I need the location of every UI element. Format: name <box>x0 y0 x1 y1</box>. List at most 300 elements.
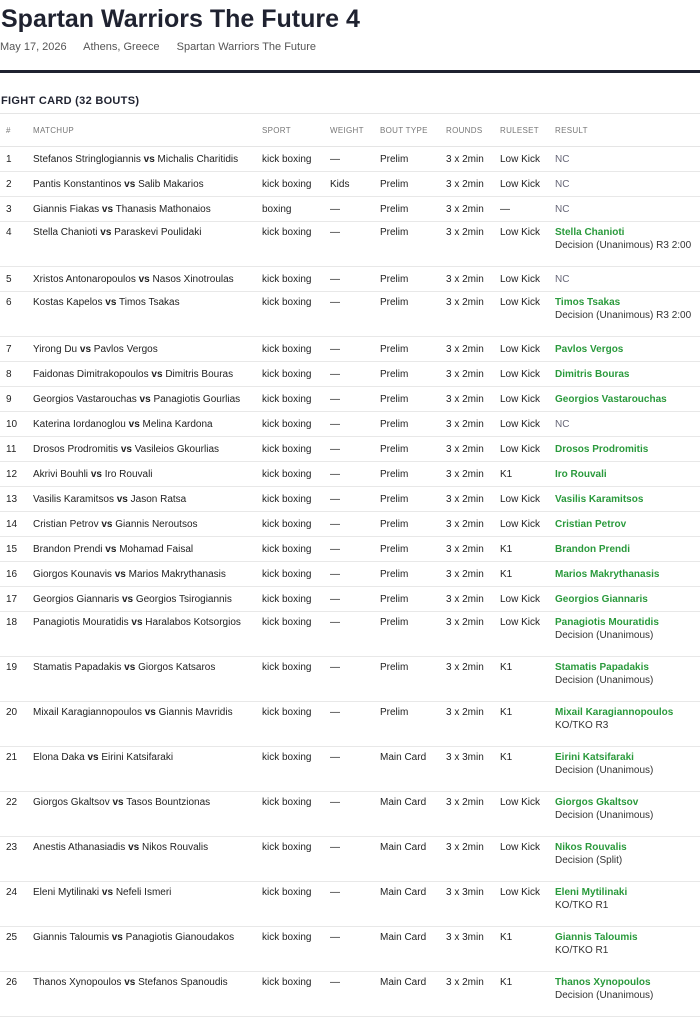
sport-cell: kick boxing <box>262 702 330 747</box>
rounds-cell: 3 x 2min <box>446 657 500 702</box>
vs-label: vs <box>111 932 123 943</box>
result-winner[interactable]: Eirini Katsifaraki <box>555 752 634 763</box>
ruleset-cell: Low Kick <box>500 487 555 512</box>
fighter-a[interactable]: Vasilis Karamitsos <box>33 493 114 505</box>
result-winner[interactable]: Timos Tsakas <box>555 297 621 308</box>
matchup-cell <box>33 537 262 562</box>
matchup-cell <box>33 587 262 612</box>
result-cell <box>555 197 700 222</box>
table-row <box>0 267 700 292</box>
sport-cell: kick boxing <box>262 747 330 792</box>
fighter-b[interactable]: Nefeli Ismeri <box>115 887 172 898</box>
result-winner[interactable]: Stella Chanioti <box>555 227 625 238</box>
fighter-a[interactable]: Giorgos Gkaltsov <box>33 797 110 808</box>
fighter-b[interactable]: Georgios Tsirogiannis <box>135 593 232 605</box>
rounds-cell: 3 x 2min <box>446 702 500 747</box>
bout-type-cell: Prelim <box>380 147 446 172</box>
fighter-b[interactable]: Panagiotis Gourlias <box>153 393 241 405</box>
col-header-sport[interactable]: SPORT <box>262 114 330 147</box>
result-status: NC <box>555 418 570 430</box>
vs-label: vs <box>124 977 136 988</box>
bout-number: 10 <box>0 412 33 437</box>
result-cell <box>555 562 700 587</box>
bout-number: 4 <box>0 222 33 267</box>
fighter-b[interactable]: Michalis Charitidis <box>157 153 239 165</box>
vs-label: vs <box>144 707 156 718</box>
ruleset-cell: Low Kick <box>500 292 555 337</box>
result-cell <box>555 337 700 362</box>
fighter-a[interactable]: Giannis Taloumis <box>33 932 109 943</box>
fight-card-table <box>0 113 700 1017</box>
matchup-cell <box>33 512 262 537</box>
sport-cell: kick boxing <box>262 387 330 412</box>
bout-type-cell: Main Card <box>380 747 446 792</box>
result-winner[interactable]: Brandon Prendi <box>555 543 631 555</box>
matchup-cell <box>33 657 262 702</box>
bout-number: 15 <box>0 537 33 562</box>
bout-type-cell: Prelim <box>380 197 446 222</box>
ruleset-cell: Low Kick <box>500 837 555 882</box>
weight-cell: — <box>330 222 380 267</box>
table-row <box>0 197 700 222</box>
weight-cell: — <box>330 562 380 587</box>
result-cell <box>555 147 700 172</box>
table-row <box>0 837 700 882</box>
sport-cell: kick boxing <box>262 927 330 972</box>
result-method: Decision (Unanimous) <box>555 675 654 686</box>
fighter-b[interactable]: Pavlos Vergos <box>93 343 158 355</box>
result-cell <box>555 172 700 197</box>
sport-cell: kick boxing <box>262 267 330 292</box>
fighter-b[interactable]: Jason Ratsa <box>130 493 187 505</box>
vs-label: vs <box>112 797 124 808</box>
event-title: Spartan Warriors The Future 4 <box>1 5 360 33</box>
weight-cell: — <box>330 337 380 362</box>
bout-type-cell: Prelim <box>380 437 446 462</box>
result-cell <box>555 702 700 747</box>
fighter-a[interactable]: Cristian Petrov <box>33 518 99 530</box>
event-meta <box>0 41 700 55</box>
vs-label: vs <box>131 617 143 628</box>
bout-number: 2 <box>0 172 33 197</box>
bout-number: 14 <box>0 512 33 537</box>
fighter-b[interactable]: Dimitris Bouras <box>165 368 234 380</box>
result-cell <box>555 747 700 792</box>
table-row <box>0 702 700 747</box>
table-row <box>0 437 700 462</box>
result-cell <box>555 512 700 537</box>
bout-number: 18 <box>0 612 33 657</box>
fighter-a[interactable]: Giannis Fiakas <box>33 203 100 215</box>
result-cell <box>555 882 700 927</box>
result-cell <box>555 657 700 702</box>
vs-label: vs <box>138 273 150 285</box>
bout-number: 13 <box>0 487 33 512</box>
result-cell <box>555 587 700 612</box>
bout-type-cell: Prelim <box>380 657 446 702</box>
bout-type-cell: Prelim <box>380 172 446 197</box>
matchup-cell <box>33 927 262 972</box>
bout-number: 24 <box>0 882 33 927</box>
matchup-cell <box>33 702 262 747</box>
ruleset-cell: Low Kick <box>500 512 555 537</box>
bout-type-cell: Prelim <box>380 587 446 612</box>
fighter-b[interactable]: Eirini Katsifaraki <box>101 752 174 763</box>
bout-number: 12 <box>0 462 33 487</box>
table-row <box>0 927 700 972</box>
fighter-b[interactable]: Stefanos Spanoudis <box>138 977 228 988</box>
sport-cell: kick boxing <box>262 972 330 1017</box>
col-header-weight[interactable]: WEIGHT <box>330 114 380 147</box>
fighter-a[interactable]: Eleni Mytilinaki <box>33 887 100 898</box>
rounds-cell: 3 x 2min <box>446 792 500 837</box>
bout-number: 20 <box>0 702 33 747</box>
fighter-b[interactable]: Nasos Xinotroulas <box>152 273 234 285</box>
fighter-b[interactable]: Iro Rouvali <box>104 468 153 480</box>
fighter-b[interactable]: Salib Makarios <box>138 178 204 190</box>
sport-cell: kick boxing <box>262 612 330 657</box>
fighter-a[interactable]: Katerina Iordanoglou <box>33 418 126 430</box>
bout-type-cell: Prelim <box>380 612 446 657</box>
matchup-cell <box>33 612 262 657</box>
weight-cell: — <box>330 972 380 1017</box>
fighter-a[interactable]: Akrivi Bouhli <box>33 468 89 480</box>
rounds-cell: 3 x 2min <box>446 837 500 882</box>
fighter-a[interactable]: Xristos Antonaropoulos <box>33 273 136 285</box>
table-row <box>0 537 700 562</box>
ruleset-cell: Low Kick <box>500 147 555 172</box>
ruleset-cell: — <box>500 197 555 222</box>
result-winner[interactable]: Cristian Petrov <box>555 518 627 530</box>
matchup-cell <box>33 337 262 362</box>
table-row <box>0 337 700 362</box>
result-winner[interactable]: Georgios Vastarouchas <box>555 393 667 405</box>
vs-label: vs <box>79 343 92 355</box>
result-winner[interactable]: Pavlos Vergos <box>555 343 624 355</box>
result-method: KO/TKO R1 <box>555 945 609 956</box>
result-status: NC <box>555 203 570 215</box>
bout-number: 17 <box>0 587 33 612</box>
rounds-cell: 3 x 2min <box>446 612 500 657</box>
bout-number: 25 <box>0 927 33 972</box>
result-method: KO/TKO R1 <box>555 900 609 911</box>
vs-label: vs <box>151 368 163 380</box>
table-row <box>0 512 700 537</box>
ruleset-cell: Low Kick <box>500 222 555 267</box>
result-winner[interactable]: Iro Rouvali <box>555 468 607 480</box>
vs-label: vs <box>128 842 140 853</box>
rounds-cell: 3 x 2min <box>446 487 500 512</box>
fighter-b[interactable]: Haralabos Kotsorgios <box>145 617 241 628</box>
fighter-a[interactable]: Yirong Du <box>33 343 78 355</box>
bout-type-cell: Prelim <box>380 337 446 362</box>
table-row <box>0 882 700 927</box>
fighter-a[interactable]: Stefanos Stringlogiannis <box>33 153 141 165</box>
fighter-a[interactable]: Stella Chanioti <box>33 227 98 238</box>
col-header-result[interactable]: RESULT <box>555 114 700 147</box>
fighter-b[interactable]: Marios Makrythanasis <box>128 568 226 580</box>
result-winner[interactable]: Nikos Rouvalis <box>555 842 627 853</box>
result-winner[interactable]: Drosos Prodromitis <box>555 443 649 455</box>
table-row <box>0 612 700 657</box>
result-method: Decision (Split) <box>555 855 623 866</box>
weight-cell: — <box>330 437 380 462</box>
weight-cell: — <box>330 462 380 487</box>
weight-cell: — <box>330 147 380 172</box>
table-row <box>0 222 700 267</box>
bout-type-cell: Prelim <box>380 537 446 562</box>
fighter-b[interactable]: Giannis Mavridis <box>158 707 233 718</box>
matchup-cell <box>33 462 262 487</box>
matchup-cell <box>33 792 262 837</box>
table-row <box>0 972 700 1017</box>
rounds-cell: 3 x 2min <box>446 587 500 612</box>
bout-number: 6 <box>0 292 33 337</box>
result-status: NC <box>555 153 570 165</box>
weight-cell: — <box>330 267 380 292</box>
bout-type-cell: Main Card <box>380 837 446 882</box>
ruleset-cell: Low Kick <box>500 172 555 197</box>
table-row <box>0 747 700 792</box>
col-header-number[interactable]: # <box>0 114 33 147</box>
bout-number: 22 <box>0 792 33 837</box>
vs-label: vs <box>124 178 136 190</box>
table-row <box>0 462 700 487</box>
fighter-b[interactable]: Thanasis Mathonaios <box>115 203 211 215</box>
result-method: KO/TKO R3 <box>555 720 609 731</box>
table-row <box>0 587 700 612</box>
ruleset-cell: K1 <box>500 657 555 702</box>
matchup-cell <box>33 267 262 292</box>
table-row <box>0 172 700 197</box>
result-winner[interactable]: Marios Makrythanasis <box>555 568 660 580</box>
fighter-a[interactable]: Giorgos Kounavis <box>33 568 112 580</box>
sport-cell: kick boxing <box>262 882 330 927</box>
fighter-b[interactable]: Tasos Bountzionas <box>126 797 211 808</box>
vs-label: vs <box>114 568 126 580</box>
fighter-b[interactable]: Vasileios Gkourlias <box>134 443 220 455</box>
bout-number: 3 <box>0 197 33 222</box>
result-winner[interactable]: Eleni Mytilinaki <box>555 887 628 898</box>
weight-cell: — <box>330 882 380 927</box>
bout-number: 23 <box>0 837 33 882</box>
weight-cell: — <box>330 412 380 437</box>
sport-cell: kick boxing <box>262 487 330 512</box>
rounds-cell: 3 x 2min <box>446 147 500 172</box>
bout-type-cell: Main Card <box>380 972 446 1017</box>
sport-cell: kick boxing <box>262 512 330 537</box>
fighter-a[interactable]: Brandon Prendi <box>33 543 103 555</box>
fighter-a[interactable]: Panagiotis Mouratidis <box>33 617 129 628</box>
fighter-b[interactable]: Timos Tsakas <box>119 297 180 308</box>
sport-cell: kick boxing <box>262 437 330 462</box>
bout-type-cell: Prelim <box>380 267 446 292</box>
ruleset-cell: K1 <box>500 562 555 587</box>
fighter-a[interactable]: Kostas Kapelos <box>33 297 103 308</box>
rounds-cell: 3 x 2min <box>446 462 500 487</box>
event-header <box>0 0 700 55</box>
fighter-b[interactable]: Panagiotis Gianoudakos <box>125 932 235 943</box>
result-cell <box>555 222 700 267</box>
rounds-cell: 3 x 2min <box>446 197 500 222</box>
col-header-bout-type[interactable]: BOUT TYPE <box>380 114 446 147</box>
result-cell <box>555 927 700 972</box>
fighter-b[interactable]: Paraskevi Poulidaki <box>114 227 202 238</box>
table-header-row <box>0 114 700 147</box>
table-row <box>0 362 700 387</box>
vs-label: vs <box>128 418 140 430</box>
weight-cell: — <box>330 587 380 612</box>
result-winner[interactable]: Giorgos Gkaltsov <box>555 797 639 808</box>
result-cell <box>555 537 700 562</box>
bout-type-cell: Prelim <box>380 412 446 437</box>
fighter-a[interactable]: Mixail Karagiannopoulos <box>33 707 142 718</box>
matchup-cell <box>33 562 262 587</box>
col-header-rounds[interactable]: ROUNDS <box>446 114 500 147</box>
rounds-cell: 3 x 2min <box>446 362 500 387</box>
result-method: Decision (Unanimous) R3 2:00 <box>555 310 692 321</box>
bout-number: 21 <box>0 747 33 792</box>
bout-type-cell: Prelim <box>380 512 446 537</box>
fighter-b[interactable]: Mohamad Faisal <box>119 543 194 555</box>
rounds-cell: 3 x 3min <box>446 747 500 792</box>
sport-cell: kick boxing <box>262 172 330 197</box>
fighter-a[interactable]: Pantis Konstantinos <box>33 178 122 190</box>
fighter-a[interactable]: Georgios Giannaris <box>33 593 120 605</box>
fighter-b[interactable]: Melina Kardona <box>142 418 213 430</box>
rounds-cell: 3 x 2min <box>446 437 500 462</box>
result-winner[interactable]: Giannis Taloumis <box>555 932 638 943</box>
weight-cell: — <box>330 657 380 702</box>
result-cell <box>555 837 700 882</box>
fighter-a[interactable]: Drosos Prodromitis <box>33 443 119 455</box>
ruleset-cell: K1 <box>500 537 555 562</box>
matchup-cell <box>33 387 262 412</box>
matchup-cell <box>33 747 262 792</box>
vs-label: vs <box>101 203 114 215</box>
result-winner[interactable]: Panagiotis Mouratidis <box>555 617 659 628</box>
result-winner[interactable]: Vasilis Karamitsos <box>555 493 644 505</box>
ruleset-cell: Low Kick <box>500 612 555 657</box>
matchup-cell <box>33 147 262 172</box>
vs-label: vs <box>101 518 113 530</box>
ruleset-cell: Low Kick <box>500 882 555 927</box>
vs-label: vs <box>101 887 114 898</box>
result-cell <box>555 972 700 1017</box>
fighter-a[interactable]: Elona Daka <box>33 752 85 763</box>
rounds-cell: 3 x 2min <box>446 562 500 587</box>
rounds-cell: 3 x 2min <box>446 337 500 362</box>
bout-type-cell: Prelim <box>380 292 446 337</box>
fighter-b[interactable]: Nikos Rouvalis <box>141 842 209 853</box>
vs-label: vs <box>105 543 117 555</box>
sport-cell: kick boxing <box>262 792 330 837</box>
ruleset-cell: Low Kick <box>500 437 555 462</box>
vs-label: vs <box>116 493 128 505</box>
result-winner[interactable]: Mixail Karagiannopoulos <box>555 707 674 718</box>
bout-number: 9 <box>0 387 33 412</box>
result-cell <box>555 292 700 337</box>
result-winner[interactable]: Dimitris Bouras <box>555 368 630 380</box>
result-cell <box>555 437 700 462</box>
bout-type-cell: Main Card <box>380 882 446 927</box>
rounds-cell: 3 x 2min <box>446 537 500 562</box>
matchup-cell <box>33 412 262 437</box>
matchup-cell <box>33 487 262 512</box>
rounds-cell: 3 x 2min <box>446 267 500 292</box>
ruleset-cell: K1 <box>500 747 555 792</box>
table-row <box>0 657 700 702</box>
bout-number: 8 <box>0 362 33 387</box>
rounds-cell: 3 x 2min <box>446 412 500 437</box>
fighter-a[interactable]: Stamatis Papadakis <box>33 662 122 673</box>
weight-cell: — <box>330 612 380 657</box>
fighter-a[interactable]: Georgios Vastarouchas <box>33 393 137 405</box>
fighter-a[interactable]: Faidonas Dimitrakopoulos <box>33 368 149 380</box>
col-header-ruleset[interactable]: RULESET <box>500 114 555 147</box>
result-cell <box>555 387 700 412</box>
event-promotion-link[interactable]: Spartan Warriors The Future <box>176 41 316 53</box>
result-cell <box>555 462 700 487</box>
table-row <box>0 487 700 512</box>
sport-cell: kick boxing <box>262 562 330 587</box>
bout-number: 16 <box>0 562 33 587</box>
ruleset-cell: Low Kick <box>500 587 555 612</box>
ruleset-cell: K1 <box>500 462 555 487</box>
fighter-a[interactable]: Anestis Athanasiadis <box>33 842 126 853</box>
bout-number: 11 <box>0 437 33 462</box>
rounds-cell: 3 x 2min <box>446 172 500 197</box>
ruleset-cell: K1 <box>500 702 555 747</box>
weight-cell: — <box>330 197 380 222</box>
rounds-cell: 3 x 2min <box>446 972 500 1017</box>
matchup-cell <box>33 362 262 387</box>
event-location: Athens, Greece <box>83 41 160 53</box>
col-header-matchup[interactable]: MATCHUP <box>33 114 262 147</box>
table-row <box>0 792 700 837</box>
vs-label: vs <box>90 468 102 480</box>
sport-cell: kick boxing <box>262 222 330 267</box>
matchup-cell <box>33 222 262 267</box>
matchup-cell <box>33 837 262 882</box>
fighter-a[interactable]: Thanos Xynopoulos <box>33 977 122 988</box>
result-winner[interactable]: Georgios Giannaris <box>555 593 648 605</box>
bout-number: 7 <box>0 337 33 362</box>
sport-cell: kick boxing <box>262 587 330 612</box>
result-method: Decision (Unanimous) <box>555 630 654 641</box>
sport-cell: kick boxing <box>262 657 330 702</box>
rounds-cell: 3 x 3min <box>446 927 500 972</box>
matchup-cell <box>33 972 262 1017</box>
ruleset-cell: Low Kick <box>500 387 555 412</box>
bout-type-cell: Main Card <box>380 927 446 972</box>
bout-number: 26 <box>0 972 33 1017</box>
ruleset-cell: K1 <box>500 972 555 1017</box>
vs-label: vs <box>105 297 117 308</box>
result-method: Decision (Unanimous) <box>555 810 654 821</box>
weight-cell: — <box>330 512 380 537</box>
bout-type-cell: Prelim <box>380 487 446 512</box>
fighter-b[interactable]: Giannis Neroutsos <box>115 518 198 530</box>
weight-cell: — <box>330 292 380 337</box>
result-winner[interactable]: Stamatis Papadakis <box>555 662 649 673</box>
ruleset-cell: Low Kick <box>500 792 555 837</box>
fighter-b[interactable]: Giorgos Katsaros <box>138 662 216 673</box>
result-winner[interactable]: Thanos Xynopoulos <box>555 977 651 988</box>
bout-type-cell: Prelim <box>380 222 446 267</box>
weight-cell: — <box>330 702 380 747</box>
matchup-cell <box>33 882 262 927</box>
